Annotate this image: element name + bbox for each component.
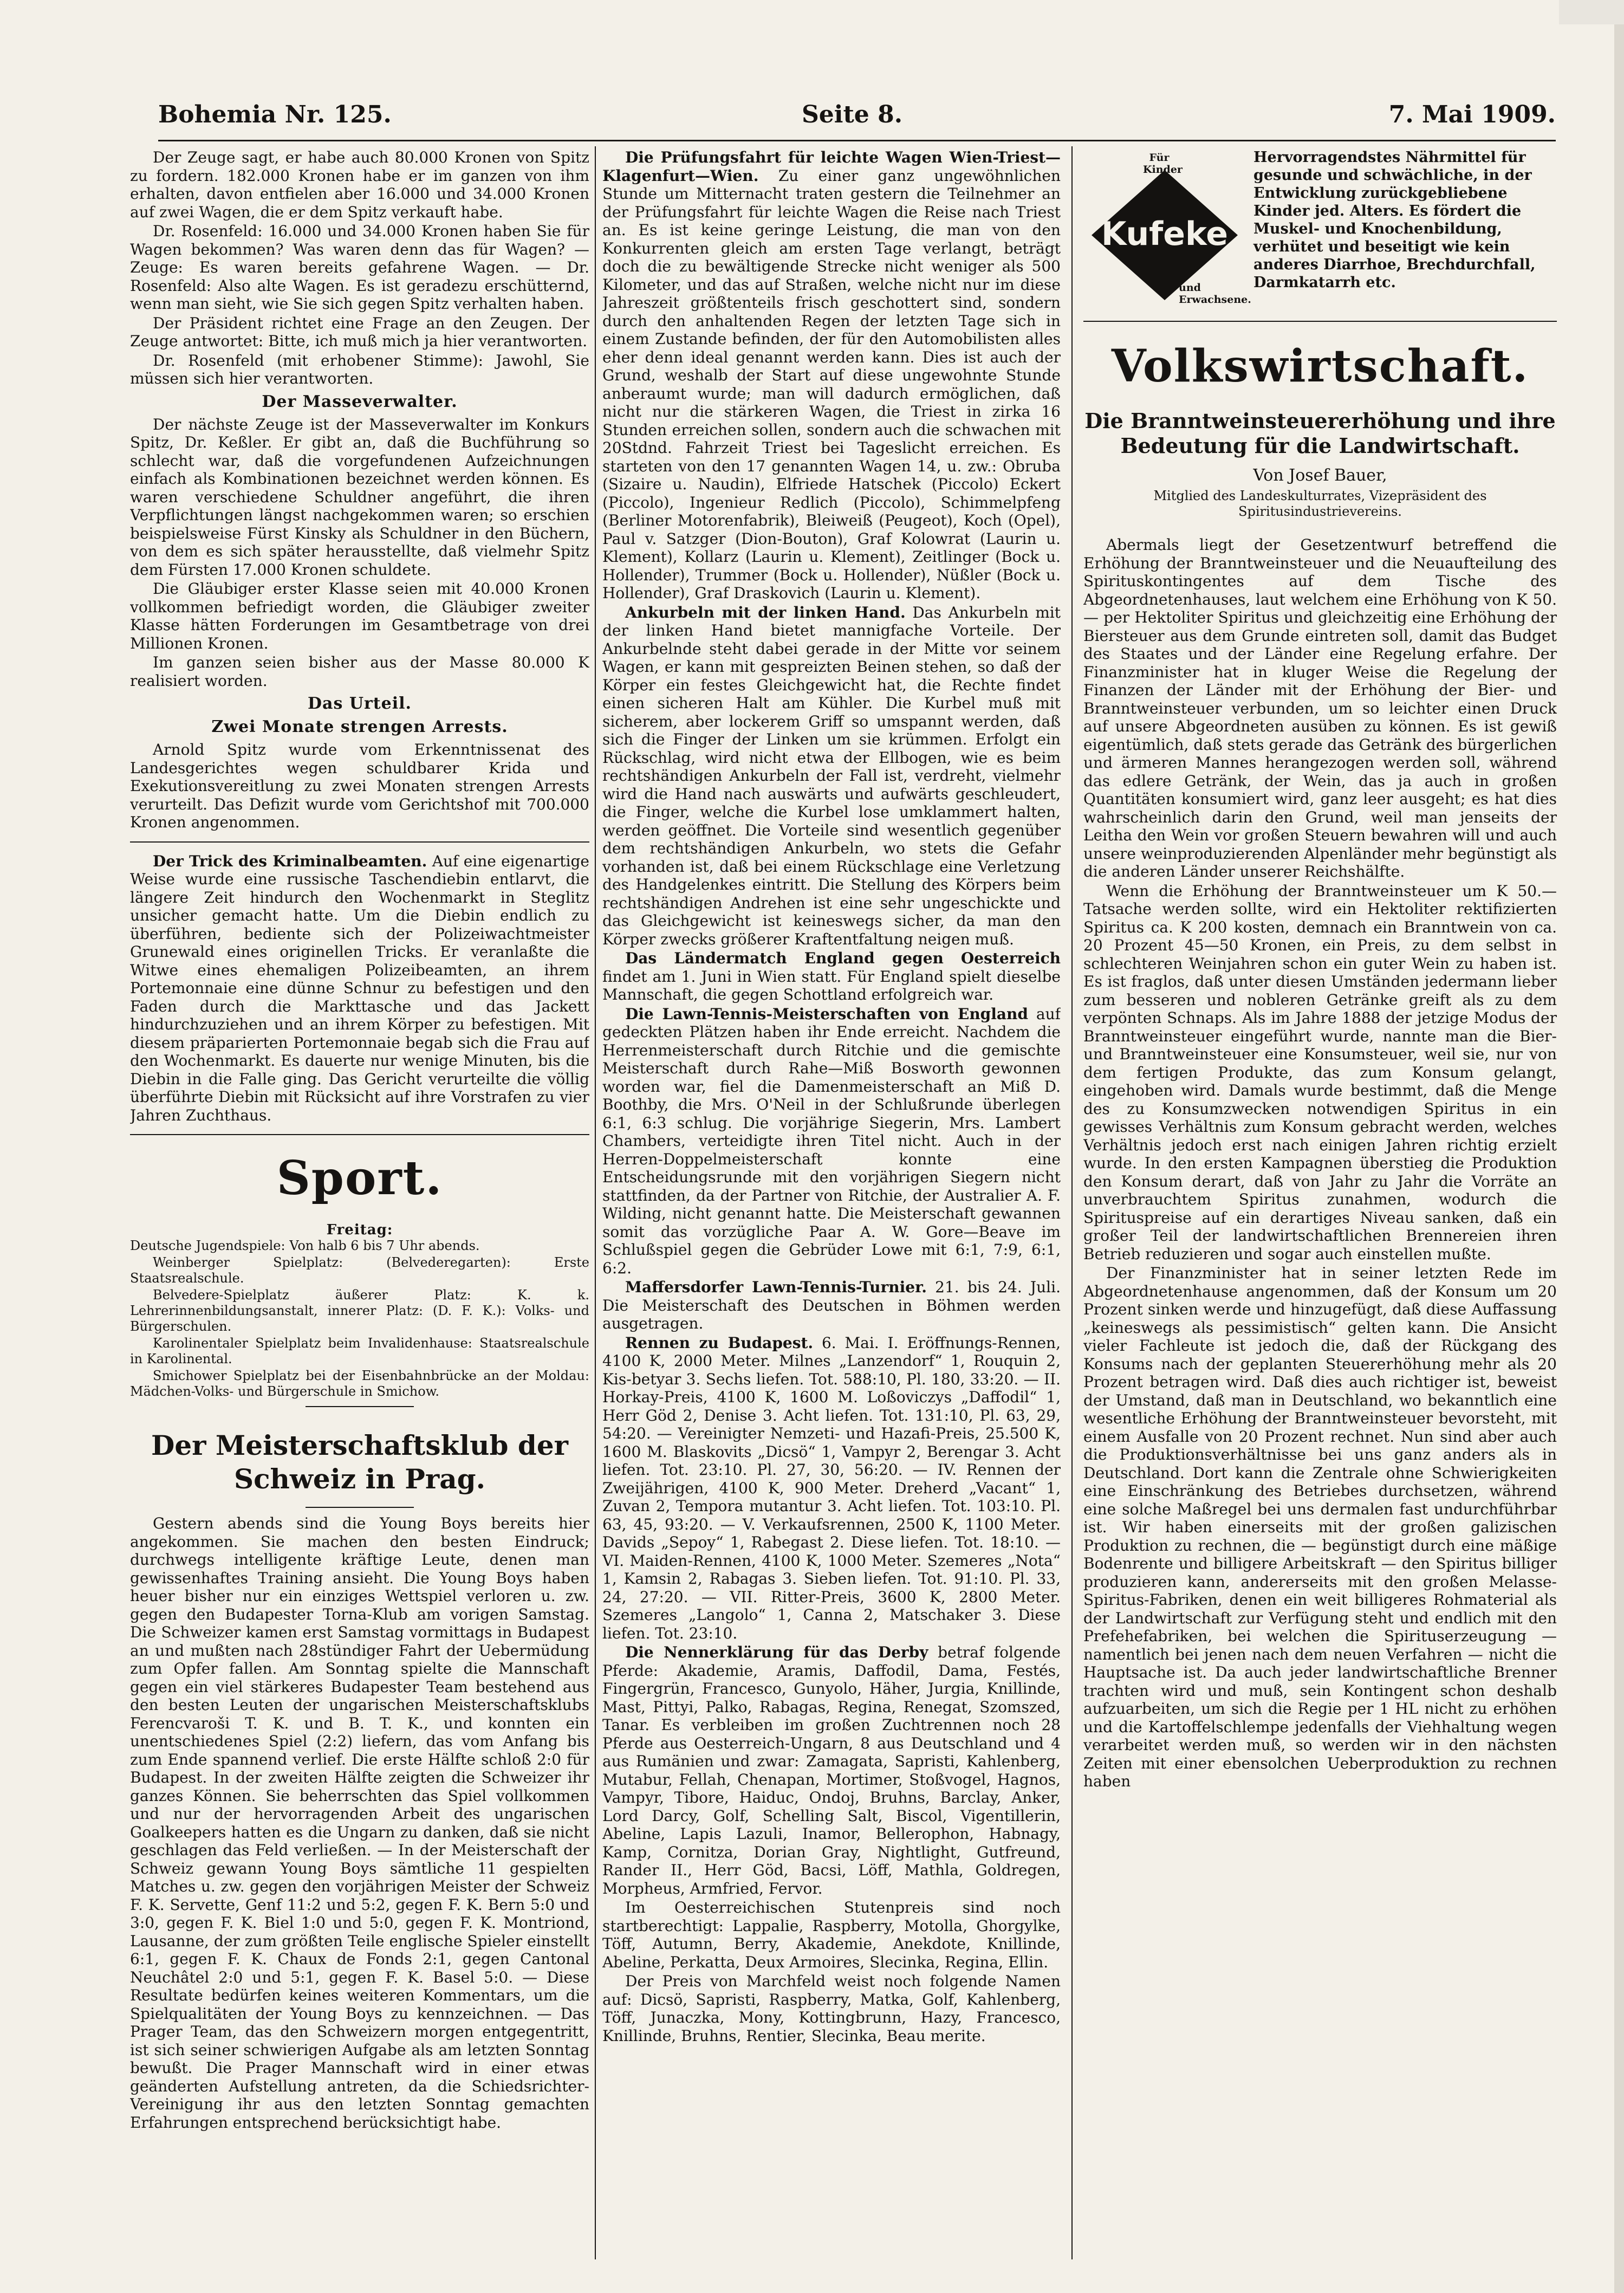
header-page-number: Seite 8. [802,101,903,128]
svg-text:Kufeke: Kufeke [1101,215,1228,253]
article-paragraph: Der Präsident richtet eine Frage an den Zeugen. Der Zeuge antwortet: Bitte, ich muß mich ja hier verantworten. [130,314,589,350]
column-left [130,148,589,2224]
article-body: 6. Mai. I. Eröffnungs-Rennen, 4100 K, 2000 Meter. Milnes „Lanzendorf“ 1, Rouquin 2, Kis-betyar 3. Sechs liefen. Tot. 588:10, Pl. 180, 33:20. — II. Horkay-Preis, 4100 K, 1600 M. Loßoviczys „Daffodil“ 1, Herr Göd 2, Denise 3. Acht liefen. Tot. 131:10, Pl. 63, 29, 54:20. — Vereinigter Nemzeti- und Hazafi-Preis, 25.500 K, 1600 M. Blaskovits „Dicsö“ 1, Vampyr 2, Berengar 3. Acht liefen. Tot. 23:10. Pl. 27, 30, 56:20. — IV. Rennen der Zweijährigen, 4100 K, 900 Meter. Dreherd „Vacant“ 1, Zuvan 2, Tempora mutantur 3. Acht liefen. Tot. 103:10. Pl. 63, 45, 93:20. — V. Verkaufsrennen, 2500 K, 1100 Meter. Davids „Sepoy“ 1, Rabegast 2. Diese liefen. Tot. 18:10. — VI. Maiden-Rennen, 4100 K, 1000 Meter. Szemeres „Nota“ 1, Kamsin 2, Rabagas 3. Sieben liefen. Tot. 91:10. Pl. 33, 24, 27:20. — VII. Ritter-Preis, 3600 K, 2800 Meter. Szemeres „Langolo“ 1, Canna 2, Matschaker 3. Diese liefen. Tot. 23:10. [602,1333,1061,1642]
ad-label-bottom: und Erwachsene. [1179,282,1251,306]
column-middle [602,148,1061,2224]
article-paragraph: Im ganzen seien bisher aus der Masse 80.000 K realisiert worden. [130,653,589,690]
headline-meisterschaftsklub: Der Meisterschaftsklub der Schweiz in Prag. [151,1429,569,1495]
article-body: betraf folgende Pferde: Akademie, Aramis, Daffodil, Dama, Festés, Fingergrün, Francesco, Gunyolo, Häher, Jurgia, Knillinde, Mast, Pittyi, Palko, Rabagas, Regina, Renegat, Szomszed, Tanar. Es verbleiben im großen Zuchtrennen noch 28 Pferde aus Oesterreich-Ungarn, 8 aus Deutschland und 4 aus Rumänien und zwar: Zamagata, Sapristi, Kahlenberg, Mutabur, Fellah, Chenapan, Mortimer, Stoßvogel, Hagnos, Vampyr, Tibore, Haiduc, Ondoj, Bruhns, Barclay, Anker, Lord Darcy, Golf, Schelling Salt, Biscol, Vigentillerin, Abeline, Lapis Lazuli, Inamor, Bellerophon, Habnagy, Kamp, Cornitza, Dorian Gray, Nightlight, Gutfreund, Rander II., Herr Göd, Bacsi, Löff, Mathla, Goldregen, Morpheus, Armfried, Fervor. [602,1643,1061,1897]
section-title-volkswirtschaft: Volkswirtschaft. [1111,340,1529,392]
divider [306,1406,414,1407]
section-title-sport: Sport. [276,1151,443,1206]
subheading-arrest: Zwei Monate strengen Arrests. [211,717,508,736]
article-body: Zu einer ganz ungewöhnlichen Stunde um Mitternacht traten gestern die Teilnehmer an der Prüfungsfahrt für leichte Wagen die Reise nach Triest an. Es ist keine geringe Leistung, die man von den Konkurrenten gleich am ersten Tage verlangt, beträgt doch die zu bewältigende Strecke nicht weniger als 500 Kilometer, und das auf Straßen, welche nicht nur im diese Jahreszeit größtenteils frisch geschottert sind, sondern durch den anhaltenden Regen der letzten Tage sich in einem Zustande befinden, der für den Automobilisten alles eher denn ideal genannt werden kann. Dies ist auch der Grund, weshalb der Start auf diese ungewohnte Stunde anberaumt wurde; man will dadurch ermöglichen, daß nicht nur die stärkeren Wagen, die Triest in zirka 16 Stunden erreichen sollen, sondern auch die schwachen mit 20Stdnd. Fahrzeit Triest bei Tageslicht erreichen. Es starteten von den 17 genannten Wagen 14, u. zw.: Obruba (Sizaire u. Naudin), Elfriede Hatschek (Piccolo) Eckert (Piccolo), Ingenieur Redlich (Piccolo), Schimmelpfeng (Berliner Motorenfabrik), Bleiweiß (Peugeot), Koch (Opel), Paul v. Satzger (Dion-Bouton), Graf Kolowrat (Laurin u. Klement), Kollarz (Laurin u. Klement), Zeitlinger (Bock u. Hollender), Trummer (Bock u. Hollender), Nüßler (Bock u. Hollender), Graf Draskovich (Laurin u. Klement). [602,166,1061,602]
article-runin-heading: Ankurbeln mit der linken Hand. [625,603,906,621]
page-edge-shadow [1614,0,1624,2293]
schedule-item: Smichower Spielplatz bei der Eisenbahnbrücke an der Moldau: Mädchen-Volks- und Bürgerschule in Smichow. [130,1368,589,1399]
article-author: Von Josef Bauer, [1253,466,1387,485]
article-runin-heading: Der Trick des Kriminalbeamten. [153,852,427,870]
article-title: Die Branntweinsteuererhöhung und ihre Bedeutung für die Landwirtschaft. [1084,409,1556,458]
article-body: Auf eine eigenartige Weise wurde eine russische Taschendiebin entlarvt, die längere Zeit hindurch den Wochenmarkt in Steglitz unsicher gemacht hatte. Um die Diebin endlich zu überführen, bediente sich der Polizeiwachtmeister Grunewald eines originellen Tricks. Er veranlaßte die Witwe eines ehemaligen Polizeibeamten, an ihrem Portemonnaie eine dünne Schnur zu befestigen und den Faden durch die Markttasche und das Jackett hindurchzuziehen und an ihrem Körper zu befestigen. Mit diesem präparierten Portemonnaie begab sich die Frau auf den Wochenmarkt. Es dauerte nur wenige Minuten, bis die Diebin in die Falle ging. Das Gericht verurteilte die völlig überführte Diebin mit Rücksicht auf ihre Vorstrafen zu vier Jahren Zuchthaus. [130,852,589,1124]
article-maffersdorf [602,1278,1061,1333]
ad-label-top: Für Kinder [1143,152,1183,176]
article-paragraph: Abermals liegt der Gesetzentwurf betreffend die Erhöhung der Branntweinsteuer und die Neuaufteilung des Spirituskontingentes auf dem Tische des Abgeordnetenhauses, laut welchem eine Erhöhung von K 50.— per Hektoliter Spiritus und gleichzeitig eine Erhöhung der Biersteuer aus dem Grunde eintreten soll, damit das Budget des Staates und der Länder eine Regelung erfahre. Der Finanzminister hat in kluger Weise die Regelung der Finanzen der Länder mit der Erhöhung der Bier- und Branntweinsteuer verbunden, um so leichter einen Druck auf unsere Abgeordneten ausüben zu können. Es ist gewiß eigentümlich, daß stets gerade das Getränk des bürgerlichen und ärmeren Mannes herangezogen werden soll, während das edlere Getränk, der Wein, das ja auch in großen Quantitäten konsumiert wird, ganz leer ausgeht; es hat dies wahrscheinlich darin den Grund, weil man jenseits der Leitha den Wein vor großen Steuern bewahren will und auch unsere weinproduzierenden Alpenländer mehr begünstigt als die anderen Länder unserer Reichshälfte. [1083,536,1557,880]
article-paragraph: Arnold Spitz wurde vom Erkenntnissenat des Landesgerichtes wegen schuldbarer Krida und Exekutionsvereitlung zu zwei Monaten strengen Arrests verurteilt. Das Defizit wurde vom Gerichtshof mit 700.000 Kronen angenommen. [130,741,589,831]
article-body: auf gedeckten Plätzen haben ihr Ende erreicht. Nachdem die Herrenmeisterschaft durch Ritchie und die gemischte Meisterschaft durch Rahe—Miß Bosworth gewonnen worden war, fiel die Damenmeisterschaft an Miß D. Boothby, die Mrs. O'Neil in der Schlußrunde überlegen 6:1, 6:3 schlug. Die vorjährige Siegerin, Mrs. Lambert Chambers, verteidigte ihren Titel nicht. Auch in der Herren-Doppelmeisterschaft konnte eine Entscheidungsrunde mit den vorjährigen Siegern nicht stattfinden, da der Partner von Ritchie, der Australier A. F. Wilding, nicht genannt hatte. Die Meisterschaft gewannen somit das vorzügliche Paar A. W. Gore—Beave im Schlußspiel gegen die Gebrüder Lowe mit 6:1, 7:9, 6:1, 6:2. [602,1005,1061,1277]
article-paragraph: Dr. Rosenfeld (mit erhobener Stimme): Jawohl, Sie müssen sich hier verantworten. [130,351,589,387]
article-paragraph: Wenn die Erhöhung der Branntweinsteuer um K 50.— Tatsache werden sollte, wird ein Hektoliter rektifizierten Spiritus ca. K 200 kosten, demnach ein Branntwein von ca. 20 Prozent 45—50 Kronen, ein Preis, zu dem selbst in schlechteren Weinjahren schon ein guter Wein zu haben ist. Es ist fraglos, daß unter diesen Umständen jedermann lieber zum besseren und nobleren Getränke greift als zu dem verpönten Schnaps. Als im Jahre 1888 der jetzige Modus der Branntweinsteuer eingeführt wurde, nannte man die Bier- und Branntweinsteuer eine Konsumsteuer, weil sie, nur von dem fertigen Produkte, das zum Konsum gelangt, eingehoben wird. Damals wurde bestimmt, daß die Menge des zu Konsumzwecken notwendigen Spiritus in ein gewisses Verhältnis zum Konsum gebracht werden, welches Verhältnis jedoch erst nach einigen Jahren richtig erzielt wurde. In den ersten Kampagnen überstieg die Produktion den Konsum derart, daß von Jahr zu Jahr die Vorräte an unverbrauchtem Spiritus zunahmen, wodurch die Spirituspreise auf ein derartiges Niveau sanken, daß ein großer Teil der landwirtschaftlichen Brennereien ihren Betrieb reduzieren und sogar auch einstellen mußte. [1083,882,1557,1263]
article-body: 21. bis 24. Juli. Die Meisterschaft des Deutschen in Böhmen werden ausgetragen. [602,1278,1061,1332]
schedule-day: Freitag: [326,1222,393,1238]
schedule-item: Belvedere-Spielplatz äußerer Platz: K. k. Lehrerinnenbildungsanstalt, innerer Platz: (D. F. K.): Volks- und Bürgerschulen. [130,1287,589,1334]
author-affiliation: Mitglied des Landeskulturrates, Vizepräsident des Spiritusindustrievereins. [1153,488,1487,519]
article-runin-heading: Rennen zu Budapest. [625,1333,814,1352]
article-lawn-tennis [602,1005,1061,1278]
header-rule [158,140,1556,141]
subheading-urteil: Das Urteil. [308,694,412,713]
article-runin-heading: Das Ländermatch England gegen Oesterreich [625,949,1061,967]
article-paragraph: Die Gläubiger erster Klasse seien mit 40.000 Kronen vollkommen befriedigt worden, die Gläubiger zweiter Klasse hätten Forderungen im Gesamtbetrage von drei Millionen Kronen. [130,580,589,652]
article-body: Das Ankurbeln mit der linken Hand bietet mannigfache Vorteile. Der Ankurbelnde steht dabei gerade in der Mitte vor seinem Wagen, er kann mit gespreizten Beinen stehen, so daß der Körper ein festes Gleichgewicht hat, die Rechte findet einen sicheren Halt am Kühler. Die Kurbel muß mit sicherem, aber lockerem Griff so umspannt werden, daß sich die Finger der Linken um sie krümmen. Erfolgt ein Rückschlag, wird nicht etwa der Ellbogen, wie es beim rechtshändigen Ankurbeln der Fall ist, verdreht, vielmehr wird die Hand nach auswärts und aufwärts geschleudert, die Finger, welche die Kurbel lose umklammert halten, werden geöffnet. Die Vorteile sind wesentlich gegenüber dem rechtshändigen Ankurbeln, wo stets die Gefahr vorhanden ist, daß bei einem Rückschlage eine Verletzung des Handgelenkes eintritt. Die Stellung des Körpers beim rechtshändigen Andrehen ist eine sehr ungeschickte und das Gleichgewicht ist keineswegs sicher, da man den Körper zwecks größerer Kraftentfaltung neigen muß. [602,603,1061,948]
article-paragraph: Der nächste Zeuge ist der Masseverwalter im Konkurs Spitz, Dr. Keßler. Er gibt an, daß die Buchführung so schlecht war, daß die vorgefundenen Aufzeichnungen einfach als Kombinationen bezeichnet werden können. Es waren verschiedene Schuldner angeführt, die ihren Verpflichtungen längst nachgekommen waren; so erschien beispielsweise Fürst Kinsky als Schuldner in den Büchern, von dem es sich später herausstellte, daß vielmehr Spitz dem Fürsten 17.000 Kronen schuldete. [130,415,589,579]
divider [306,1507,414,1508]
column-divider-1 [595,146,596,2259]
page-corner [1559,0,1624,24]
article-ankurbeln [602,604,1061,949]
article-rennen-budapest [602,1334,1061,1643]
article-runin-heading: Die Lawn-Tennis-Meisterschaften von England [625,1005,1028,1023]
article-paragraph: Gestern abends sind die Young Boys bereits hier angekommen. Sie machen den besten Eindruck; durchwegs intelligente kräftige Leute, denen man gewissenhaftes Training ansieht. Die Young Boys haben heuer bisher nur ein einziges Wettspiel verloren u. zw. gegen den Budapester Torna-Klub am vorigen Samstag. Die Schweizer kamen erst Samstag vormittags in Budapest an und mußten nach 28stündiger Fahrt der Uebermüdung zum Opfer fallen. Am Sonntag spielte die Mannschaft gegen ein viel stärkeres Budapester Team bestehend aus den besten Leuten der ungarischen Meisterschaftsklubs Ferencvaroši T. K. und B. T. K., und konnten ein unentschiedenes Spiel (2:2) liefern, das vom Anfang bis zum Ende spannend verlief. Die erste Hälfte schloß 2:0 für Budapest. In der zweiten Hälfte zeigten die Schweizer ihr ganzes Können. Sie beherrschten das Spiel vollkommen und nur der hervorragenden Arbeit des ungarischen Goalkeepers hatten es die Ungarn zu danken, daß sie nicht geschlagen das Feld verließen. — In der Meisterschaft der Schweiz gewann Young Boys sämtliche 11 gespielten Matches u. zw. gegen den vorjährigen Meister der Schweiz F. K. Servette, Genf 11:2 und 5:2, gegen F. K. Bern 5:0 und 3:0, gegen F. K. Biel 1:0 und 5:0, gegen F. K. Montriond, Lausanne, der zum größten Teile englische Spieler einstellt 6:1, gegen F. K. Chaux de Fonds 2:1, gegen Cantonal Neuchâtel 2:0 und 5:1, gegen F. K. Basel 5:0. — Diese Resultate bedürfen keines weiteren Kommentars, um die Spielqualitäten der Young Boys zu kennzeichnen. — Das Prager Team, das den Schweizern morgen entgegentritt, ist sich seiner schwierigen Aufgabe als am letzten Sonntag bewußt. Die Prager Mannschaft wird in einer etwas geänderten Aufstellung antreten, da die Schiedsrichter-Vereinigung ihr aus den letzten Sonntag gemachten Erfahrungen entsprechend berücksichtigt habe. [130,1514,589,2132]
article-paragraph: Dr. Rosenfeld: 16.000 und 34.000 Kronen haben Sie für Wagen bekommen? Was waren denn das für Wagen? — Zeuge: Es waren bereits gefahrene Wagen. — Dr. Rosenfeld: Also alte Wagen. Es ist geradezu erschütternd, wenn man sieht, wie Sie sich gegen Spitz verhalten haben. [130,222,589,313]
schedule-item: Karolinentaler Spielplatz beim Invalidenhause: Staatsrealschule in Karolinental. [130,1336,589,1366]
schedule-item: Deutsche Jugendspiele: Von halb 6 bis 7 Uhr abends. [130,1238,480,1253]
ad-copy [1253,148,1557,311]
article-laendermatch [602,949,1061,1004]
page-header [158,101,1556,133]
article-paragraph: Der Zeuge sagt, er habe auch 80.000 Kronen von Spitz zu fordern. 182.000 Kronen habe er im ganzen von ihm erhalten, davon entfielen aber 16.000 und 34.000 Kronen auf zwei Wagen, die er dem Spitz verkauft habe. [130,148,589,221]
article-paragraph: Im Oesterreichischen Stutenpreis sind noch startberechtigt: Lappalie, Raspberry, Motolla, Ghorgylke, Töff, Autumn, Berry, Akademie, Anekdote, Knillinde, Abeline, Perkatta, Deux Armoires, Slecinka, Regina, Ellin. [602,1899,1061,1971]
article-runin-heading: Die Nennerklärung für das Derby [625,1643,928,1661]
schedule-item: Weinberger Spielplatz: (Belvederegarten): Erste Staatsrealschule. [130,1255,589,1286]
header-date: 7. Mai 1909. [1388,101,1556,128]
section-separator [1083,321,1557,322]
column-right [1083,148,1557,2224]
article-runin-heading: Maffersdorfer Lawn-Tennis-Turnier. [625,1278,927,1296]
ad-copy-text: Hervorragendstes Nährmittel für gesunde und schwächliche, in der Entwicklung zurückgebliebene Kinder jed. Alters. Es fördert die Muskel- und Knochenbildung, verhütet und beseitigt wie kein anderes Diarrhoe, Brechdurchfall, Darmkatarrh etc. [1253,149,1536,291]
article-pruefungsfahrt [602,148,1061,603]
article-trick [130,852,589,1125]
section-separator [130,1134,589,1135]
article-runin-heading: Die Prüfungsfahrt für leichte Wagen Wien-Triest—Klagenfurt—Wien. [602,148,1061,185]
column-divider-2 [1071,146,1073,2259]
article-paragraph: Der Preis von Marchfeld weist noch folgende Namen auf: Dicsö, Sapristi, Raspberry, Matka, Golf, Kahlenberg, Töff, Junaczka, Mony, Kottingbrunn, Hazy, Francesco, Knillinde, Bruhns, Rentier, Slecinka, Beau merite. [602,1972,1061,2045]
kufeke-logo [1083,148,1251,311]
article-body: findet am 1. Juni in Wien statt. Für England spielt dieselbe Mannschaft, die gegen Schottland erfolgreich war. [602,967,1061,1003]
article-derby [602,1643,1061,1897]
header-masthead: Bohemia Nr. 125. [158,101,392,128]
subheading-masseverwalter: Der Masseverwalter. [262,392,458,411]
article-separator [130,841,589,843]
article-paragraph: Der Finanzminister hat in seiner letzten Rede im Abgeordnetenhause angenommen, daß der Konsum um 20 Prozent sinken werde und hinzugefügt, daß diese Auffassung „keineswegs als pessimistisch“ gelten kann. Die Ansicht vieler Fachleute ist jedoch die, daß der Rückgang des Konsums nach der geplanten Steuererhöhung mehr als 20 Prozent betragen wird. Daß dies auch richtiger ist, beweist der Umstand, daß man in Deutschland, wo bekanntlich eine wesentliche Erhöhung der Branntweinsteuer bevorsteht, mit einem Ausfalle von 20 Prozent rechnet. Nun sind aber auch die Produktionsverhältnisse bei uns ganz anders als in Deutschland. Dort kann die Zentrale ohne Schwierigkeiten eine Einschränkung des Betriebes durchsetzen, während eine solche Maßregel bei uns dermalen fast undurchführbar ist. Wir haben einerseits mit der großen galizischen Produktion zu rechnen, die — begünstigt durch eine mäßige Bodenrente und billigere Arbeitskraft — den Spiritus billiger produzieren kann, andererseits mit den großen Melasse-Spiritus-Fabriken, denen ein weit billigeres Rohmaterial als der Landwirtschaft zur Verfügung steht und endlich mit den Prefehefabriken, bei welchen die Spirituserzeugung — namentlich bei jenen nach dem neuen Verfahren — nicht die Hauptsache ist. Da auch jeder landwirtschaftliche Brenner trachten wird und muß, sein Kontingent schon deshalb aufzuarbeiten, um sich die Regie per 1 HL nicht zu erhöhen und die Kartoffelschlempe jedenfalls der Viehhaltung wegen verarbeitet werden muß, so werden wir in den nächsten Zeiten mit einer ebensolchen Ueberproduktion zu rechnen haben [1083,1264,1557,1790]
advertisement-kufeke [1083,148,1557,311]
